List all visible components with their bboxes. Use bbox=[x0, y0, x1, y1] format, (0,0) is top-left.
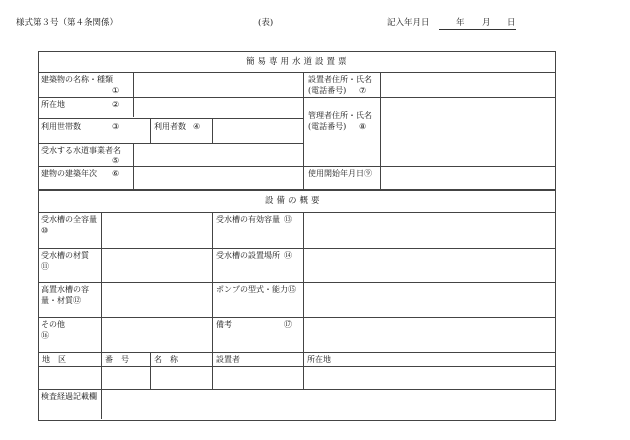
manager-phone-label: (電話番号) bbox=[308, 122, 347, 131]
installer-number: ⑦ bbox=[359, 86, 367, 95]
inspection-record-label: 検査経過記載欄 bbox=[41, 392, 97, 401]
water-utility-number: ⑤ bbox=[112, 156, 120, 165]
equipment-table-title: 設備の概要 bbox=[265, 196, 323, 206]
installer-column-header: 設置者 bbox=[216, 355, 240, 364]
table2-rule bbox=[101, 389, 102, 419]
table2-rule bbox=[101, 352, 102, 390]
table1-rule bbox=[212, 118, 213, 143]
construction-year-label: 建物の建築年次 bbox=[41, 169, 97, 178]
households-label: 利用世帯数 bbox=[41, 122, 81, 131]
table2-rule bbox=[150, 352, 151, 390]
material-label: 受水槽の材質 bbox=[41, 251, 89, 260]
table2-rule bbox=[38, 366, 555, 367]
table1-rule bbox=[38, 118, 303, 119]
table2-rule bbox=[38, 317, 555, 318]
manager-label: 管理者住所・氏名 bbox=[308, 111, 372, 120]
installer-phone-label: (電話番号) bbox=[308, 86, 347, 95]
equipment-table bbox=[38, 189, 556, 421]
table2-rule bbox=[303, 212, 304, 390]
installation-table-title: 簡易専用水道設置票 bbox=[246, 57, 350, 67]
table1-rule bbox=[133, 72, 134, 117]
effective-capacity-label: 受水槽の有効容量 bbox=[216, 215, 280, 224]
start-date-label: 使用開始年月日⑨ bbox=[308, 169, 372, 178]
building-name-type-label: 建築物の名称・種類 bbox=[41, 75, 113, 84]
installer-label: 設置者住所・氏名 bbox=[308, 75, 372, 84]
table2-rule bbox=[38, 389, 555, 390]
table1-rule bbox=[38, 166, 555, 167]
table1-rule bbox=[38, 97, 555, 98]
table1-rule bbox=[303, 72, 304, 190]
table2-rule bbox=[38, 352, 555, 353]
other-label: その他 bbox=[41, 320, 65, 329]
table2-rule bbox=[38, 282, 555, 283]
total-capacity-number: ⑩ bbox=[41, 226, 49, 235]
side-label: (表) bbox=[258, 18, 274, 28]
name-column-header: 名 称 bbox=[154, 355, 178, 364]
users-number: ④ bbox=[193, 122, 201, 131]
install-place-label: 受水槽の設置場所 bbox=[216, 251, 280, 260]
table1-rule bbox=[38, 143, 303, 144]
elevated-tank-material-label: 量・材質⑫ bbox=[41, 296, 81, 305]
location-label: 所在地 bbox=[41, 100, 65, 109]
install-place-number: ⑭ bbox=[284, 251, 292, 260]
date-underline bbox=[439, 29, 516, 30]
number-column-header: 番 号 bbox=[105, 355, 129, 364]
location-number: ② bbox=[112, 100, 120, 109]
remarks-label: 備考 bbox=[216, 320, 232, 329]
construction-year-number: ⑥ bbox=[112, 169, 120, 178]
remarks-number: ⑰ bbox=[284, 320, 292, 329]
building-name-type-number: ① bbox=[112, 86, 120, 95]
date-month: 月 bbox=[482, 18, 491, 28]
date-label: 記入年月日 bbox=[387, 18, 430, 28]
effective-capacity-number: ⑬ bbox=[284, 215, 292, 224]
date-year: 年 bbox=[456, 18, 465, 28]
table2-rule bbox=[38, 212, 555, 213]
table2-rule bbox=[38, 248, 555, 249]
table1-rule bbox=[150, 118, 151, 143]
manager-number: ⑧ bbox=[359, 122, 367, 131]
address-column-header: 所在地 bbox=[307, 355, 331, 364]
other-number: ⑯ bbox=[41, 331, 49, 340]
water-utility-label: 受水する水道事業者名 bbox=[41, 146, 121, 155]
pump-label: ポンプの型式・能力⑮ bbox=[216, 285, 296, 294]
table2-rule bbox=[212, 212, 213, 390]
users-label: 利用者数 bbox=[154, 122, 186, 131]
date-day: 日 bbox=[507, 18, 516, 28]
total-capacity-label: 受水槽の全容量 bbox=[41, 215, 97, 224]
table1-rule bbox=[380, 72, 381, 190]
table1-rule bbox=[38, 72, 555, 73]
table2-rule bbox=[101, 212, 102, 353]
elevated-tank-label: 高置水槽の容 bbox=[41, 285, 89, 294]
material-number: ⑪ bbox=[41, 262, 49, 271]
district-column-header: 地 区 bbox=[42, 355, 66, 364]
households-number: ③ bbox=[112, 122, 120, 131]
table1-rule bbox=[133, 143, 134, 189]
form-number: 様式第３号（第４条関係） bbox=[16, 18, 119, 28]
